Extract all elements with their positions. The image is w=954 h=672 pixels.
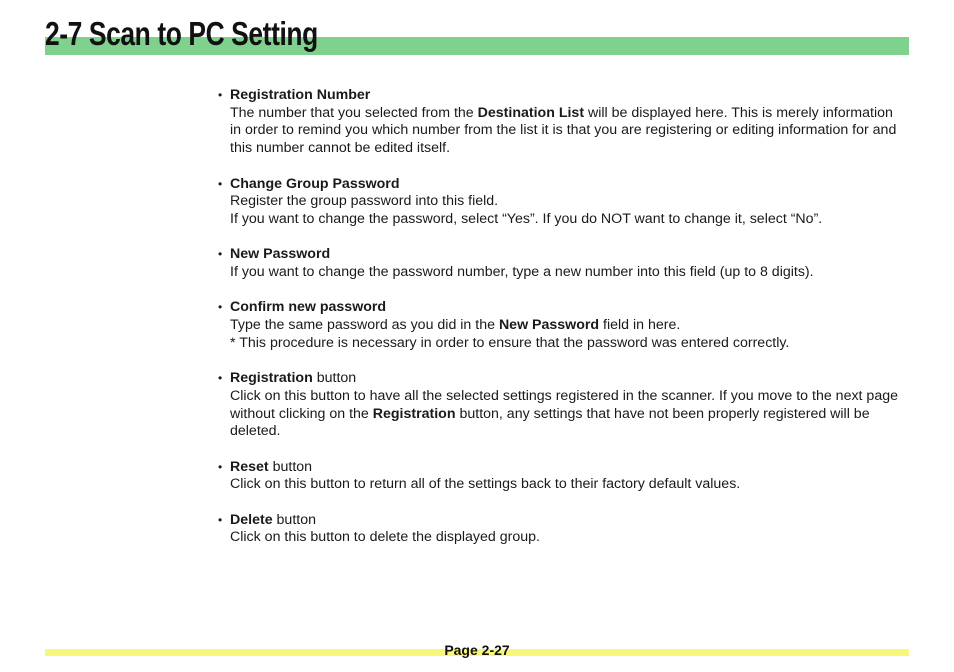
item-description-line [230,105,912,123]
bullet-icon: • [218,88,223,102]
item-confirm-new-password [216,299,912,352]
item-heading-bold: Confirm new password [230,299,387,316]
text-segment: without clicking on the [230,405,373,422]
item-description-line: Register the group password into this field. [230,193,499,210]
item-heading-bold: New Password [230,246,331,263]
item-heading-bold: Registration [230,370,313,387]
item-description-line: Click on this button to have all the selected settings registered in the scanner. If you move to the next page [230,387,898,404]
text-segment: The number that you selected from the [230,104,478,121]
item-description-line: Click on this button to return all of the settings back to their factory default values. [230,476,741,493]
bullet-icon: • [218,459,223,474]
item-description-line: Click on this button to delete the displayed group. [230,529,540,546]
item-new-password [216,246,912,281]
item-heading-bold: Registration Number [230,87,371,103]
item-heading [230,459,912,477]
item-description-line: deleted. [230,423,281,440]
item-registration-number [216,87,912,158]
text-segment-bold: Destination List [477,104,585,121]
content-area [216,87,912,565]
item-delete-button [216,512,912,547]
item-heading [230,246,912,264]
bullet-icon: • [218,247,223,262]
item-description-line: If you want to change the password, select “Yes”. If you do NOT want to change it, select “No”. [230,210,823,227]
item-heading [230,87,912,105]
item-description-line: this number cannot be edited itself. [230,140,451,157]
text-segment: will be displayed here. This is merely information [584,104,893,121]
item-note-line: * This procedure is necessary in order to ensure that the password was entered correctly. [230,334,790,351]
text-segment: Type the same password as you did in the [230,317,499,334]
item-heading-bold: Change Group Password [230,175,400,192]
item-heading-suffix: button [312,370,357,387]
item-heading-suffix: button [272,511,316,528]
text-segment-bold: New Password [498,317,600,334]
item-description-line: If you want to change the password number, type a new number into this field (up to 8 digits). [230,264,814,280]
bullet-icon: • [218,176,223,191]
text-segment-bold: Registration [372,405,456,422]
item-reset-button [216,459,912,494]
bullet-icon: • [218,512,223,527]
item-heading-suffix: button [268,458,313,475]
item-change-group-password [216,176,912,229]
page-number: Page 2-27 [444,642,510,658]
item-heading [230,370,912,388]
item-description-line [230,406,912,424]
item-description-line [230,317,912,335]
item-heading [230,299,912,317]
item-heading [230,512,912,530]
item-heading-bold: Delete [230,511,273,528]
item-registration-button [216,370,912,441]
text-segment: button, any settings that have not been properly registered will be [455,405,870,422]
item-heading [230,176,912,194]
page-title: 2-7 Scan to PC Setting [45,15,318,52]
text-segment: field in here. [599,317,681,334]
bullet-icon: • [218,300,223,315]
item-heading-bold: Reset [230,458,269,475]
item-description-line: in order to remind you which number from the list it is that you are registering or editing information for and [230,122,897,139]
bullet-icon: • [218,371,223,386]
